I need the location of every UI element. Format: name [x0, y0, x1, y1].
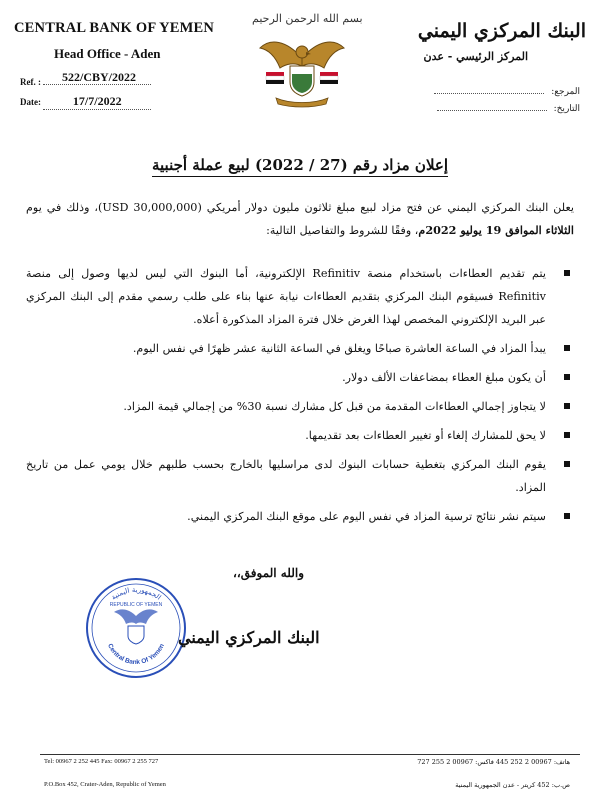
footer-tel-en: Tel: 00967 2 252 445 Fax: 00967 2 255 727 — [44, 758, 159, 765]
intro-paragraph — [26, 196, 574, 242]
condition-item — [26, 337, 574, 360]
stamp-text-en: Central Bank Of Yemen — [106, 642, 166, 667]
official-stamp-icon — [84, 576, 188, 680]
condition-text: أن يكون مبلغ العطاء بمضاعفات الألف دولار. — [342, 371, 546, 384]
footer-address-ar: ص.ب: 452 كريتر - عدن الجمهورية اليمنية — [455, 781, 570, 789]
square-bullet-icon — [564, 270, 570, 276]
square-bullet-icon — [564, 374, 570, 380]
ref-label: Ref. : — [20, 77, 41, 87]
date-label-ar: التاريخ: — [553, 104, 580, 114]
condition-text: لا يحق للمشارك إلغاء أو تغيير العطاءات بعد تقديمها. — [305, 429, 546, 442]
condition-item — [26, 262, 574, 331]
date-label: Date: — [20, 97, 41, 107]
bank-name-ar: البنك المركزي اليمني — [417, 20, 586, 42]
yemen-eagle-emblem-icon — [256, 28, 348, 108]
intro-date-bold: الثلاثاء الموافق 19 يوليو 2022م — [418, 223, 574, 237]
square-bullet-icon — [564, 345, 570, 351]
condition-text: سيتم نشر نتائج ترسية المزاد في نفس اليوم على موقع البنك المركزي اليمني. — [187, 510, 546, 523]
office-en: Head Office - Aden — [54, 46, 161, 61]
ar-date-dots — [437, 101, 547, 111]
condition-text: يقوم البنك المركزي بتغطية حسابات البنوك لدى مراسليها بالخارج بحسب طلبهم خلال يومي عمل من تاريخ المزاد. — [26, 458, 546, 494]
closing-phrase: والله الموفق،، — [233, 566, 304, 580]
condition-text: لا يتجاوز إجمالي العطاءات المقدمة من قبل كل مشارك نسبة 30% من إجمالي قيمة المزاد. — [123, 400, 546, 413]
condition-item — [26, 395, 574, 418]
stamp-text-ar: الجمهورية اليمنية — [109, 585, 163, 602]
footer-address-en: P.O.Box 452, Crater-Aden, Republic of Yemen — [44, 781, 166, 788]
signature-label: البنك المركزي اليمني — [178, 628, 320, 647]
date-value: 17/7/2022 — [43, 94, 151, 110]
intro-text-1: يعلن البنك المركزي اليمني عن فتح مزاد لبيع مبلغ ثلاثون مليون دولار أمريكي (30,000,000 USD)، وذلك في يوم — [26, 201, 574, 214]
header-arabic — [396, 20, 586, 63]
ref-row — [20, 75, 151, 87]
square-bullet-icon — [564, 432, 570, 438]
reference-number: 522/CBY/2022 — [62, 70, 137, 84]
ar-ref-dots — [434, 84, 544, 94]
condition-text: يتم تقديم العطاءات باستخدام منصة Refinitiv الإلكترونية، أما البنوك التي ليس لديها وصول إلى منصة Refinitiv فسيقوم البنك المركزي بتقديم العطاءات نيابة عنها بناء على طلب رسمي مقدم إلى البنك المركزي عبر البريد الإلكتروني المخصص لهذا الغرض خلال فترة المزاد المذكورة أعلاه. — [26, 267, 546, 326]
condition-text: يبدأ المزاد في الساعة العاشرة صباحًا ويغلق في الساعة الثانية عشر ظهرًا في نفس اليوم. — [132, 342, 546, 355]
square-bullet-icon — [564, 403, 570, 409]
auction-title-text: إعلان مزاد رقم (27 / 2022) لبيع عملة أجنبية — [152, 156, 448, 177]
footer-tel-ar: هاتف: 00967 2 252 445 فاكس: 00967 2 255 727 — [417, 758, 570, 766]
office-ar: المركز الرئيسي - عدن — [423, 50, 528, 63]
bank-name-en: CENTRAL BANK OF YEMEN — [14, 20, 215, 36]
condition-item — [26, 453, 574, 499]
condition-item — [26, 424, 574, 447]
conditions-list — [26, 262, 574, 534]
emblem-block — [252, 12, 363, 108]
basmala: بسم الله الرحمن الرحيم — [252, 12, 363, 25]
stamp-republic-en: REPUBLIC OF YEMEN — [109, 602, 163, 608]
ref-label-ar: المرجع: — [551, 87, 580, 97]
condition-item — [26, 505, 574, 528]
square-bullet-icon — [564, 461, 570, 467]
date-row — [20, 94, 151, 110]
ar-date-row — [437, 101, 580, 114]
footer-divider — [40, 754, 580, 755]
square-bullet-icon — [564, 513, 570, 519]
condition-item — [26, 366, 574, 389]
intro-text-2: ، وفقًا للشروط والتفاصيل التالية: — [266, 224, 419, 237]
auction-title — [0, 156, 600, 174]
ar-ref-row — [434, 84, 580, 97]
ref-dots — [43, 75, 151, 85]
